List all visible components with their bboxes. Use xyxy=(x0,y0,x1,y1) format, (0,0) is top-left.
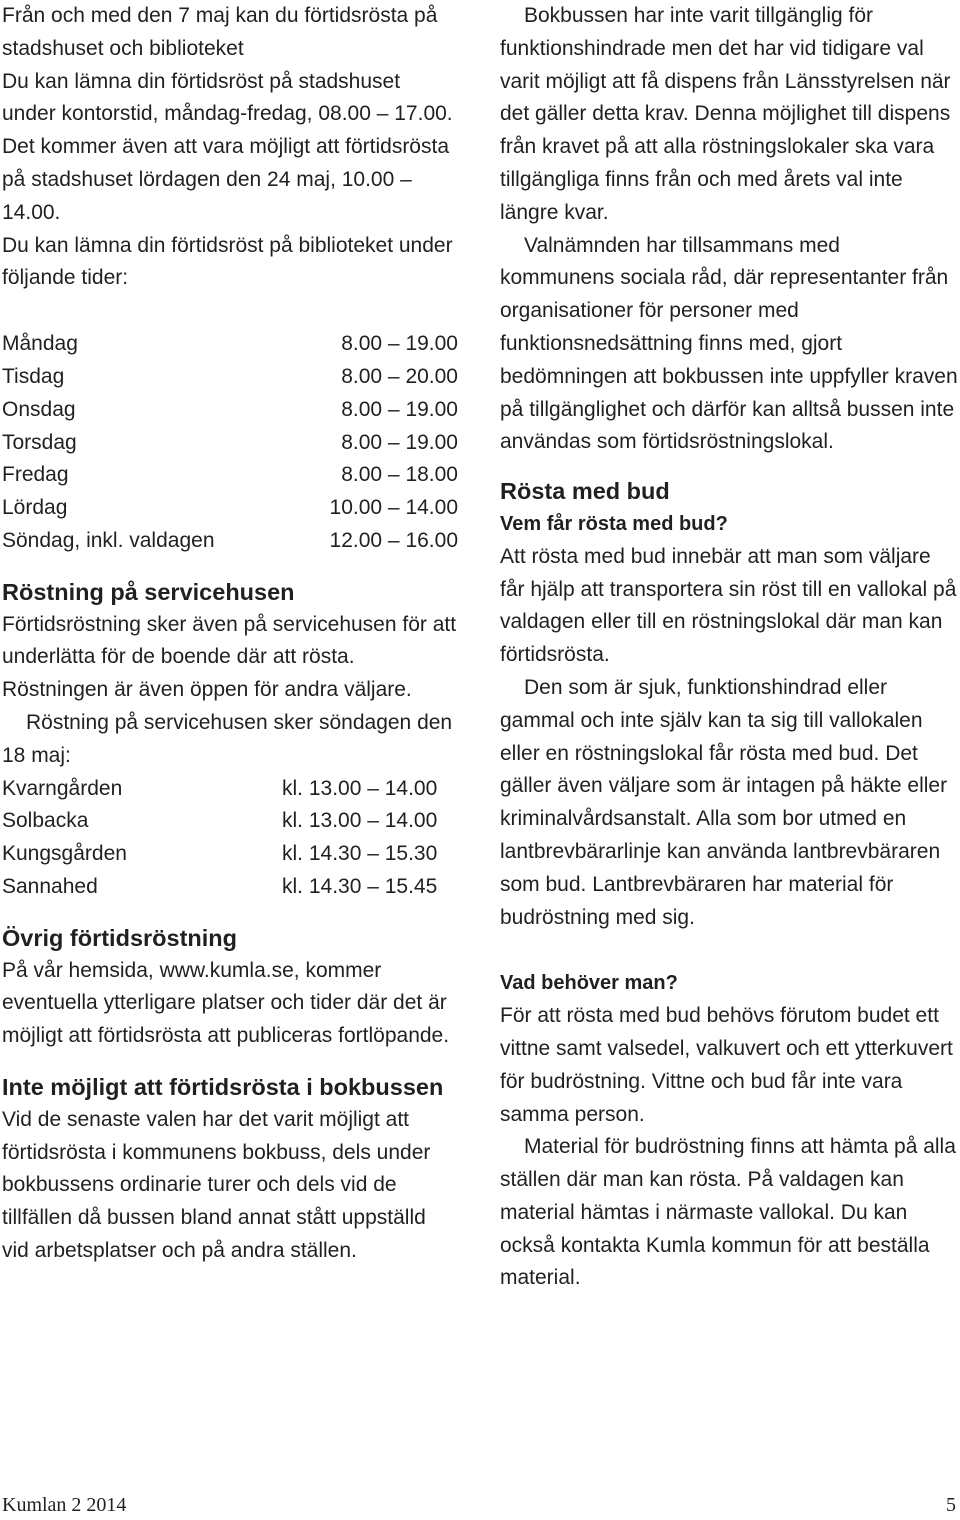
row-value: 8.00 – 19.00 xyxy=(341,397,458,421)
row-label: Fredag xyxy=(2,463,69,487)
need-text-2: Material för budröstning finns att hämta på alla ställen där man kan rösta. På valdagen kan material hämtas i närmaste vallokal. Du kan också kontakta Kumla kommun för att beställa material. xyxy=(500,1135,956,1290)
bus-heading: Inte möjligt att förtidsrösta i bokbussen xyxy=(2,1073,444,1100)
table-row xyxy=(2,328,458,361)
row-value: kl. 14.30 – 15.45 xyxy=(282,874,438,898)
row-label: Onsdag xyxy=(2,397,76,421)
left-column xyxy=(2,0,458,1268)
row-label: Sannahed xyxy=(2,874,98,898)
footer-page-number: 5 xyxy=(946,1494,956,1516)
row-label: Lördag xyxy=(2,496,68,520)
service-heading: Röstning på servicehusen xyxy=(2,578,295,605)
other-text: På vår hemsida, www.kumla.se, kommer eventuella ytterligare platser och tider där det är möjligt att förtidsrösta att publiceras fortlöpande. xyxy=(2,958,450,1048)
library-text: Du kan lämna din förtidsröst på biblioteket under följande tider: xyxy=(2,233,453,290)
row-value: kl. 14.30 – 15.30 xyxy=(282,842,438,866)
row-value: kl. 13.00 – 14.00 xyxy=(282,809,438,833)
other-heading: Övrig förtidsröstning xyxy=(2,924,237,951)
right-column xyxy=(500,0,958,1295)
table-row xyxy=(2,805,458,838)
row-value: 8.00 – 19.00 xyxy=(341,430,458,454)
row-label: Kvarngården xyxy=(2,776,123,800)
row-value: 8.00 – 18.00 xyxy=(341,463,458,487)
service-hours-table xyxy=(2,773,458,904)
proxy-subheading: Vem får rösta med bud? xyxy=(500,512,728,535)
need-subheading: Vad behöver man? xyxy=(500,972,678,995)
table-row xyxy=(2,773,458,806)
footer-publication: Kumlan 2 2014 xyxy=(2,1494,127,1516)
table-row xyxy=(2,459,458,492)
bus-text-3: Valnämnden har tillsammans med kommunens sociala råd, där representanter från organisationer för personer med funktionsnedsättning finns med, gjort bedömningen att bokbussen inte uppfyller kraven på tillgänglighet och därför kan alltså bussen inte användas som förtidsröstningslokal. xyxy=(500,233,958,454)
row-label: Tisdag xyxy=(2,364,65,388)
table-row xyxy=(2,525,458,558)
library-hours-table xyxy=(2,328,458,558)
row-value: 12.00 – 16.00 xyxy=(329,528,458,552)
service-text-1: Förtidsröstning sker även på servicehusen för att underlätta för de boende där att rösta. Röstningen är även öppen för andra väljare. xyxy=(2,612,457,702)
row-label: Kungsgården xyxy=(2,842,127,866)
row-value: kl. 13.00 – 14.00 xyxy=(282,776,438,800)
row-label: Solbacka xyxy=(2,809,89,833)
proxy-text-1: Att rösta med bud innebär att man som väljare får hjälp att transportera sin röst till en vallokal på valdagen eller till en röstningslokal där man kan förtidsrösta. xyxy=(500,544,957,667)
bus-text: Vid de senaste valen har det varit möjligt att förtidsrösta i kommunens bokbuss, dels under bokbussens ordinarie turer och dels vid de tillfällen då bussen bland annat stått uppställd vid arbetsplatser och på andra ställen. xyxy=(2,1107,431,1262)
proxy-text-2: Den som är sjuk, funktionshindrad eller gammal och inte själv kan ta sig till vallokalen eller en röstningslokal får rösta med bud. Det gäller även väljare som är intagen på häkte eller kriminalvårdsanstalt. Alla som bor utmed en lantbrevbärarlinje kan använda lantbrevbäraren som bud. Lantbrevbäraren har material för budröstning med sig. xyxy=(500,675,948,929)
row-value: 10.00 – 14.00 xyxy=(329,496,458,520)
row-value: 8.00 – 20.00 xyxy=(341,364,458,388)
table-row xyxy=(2,492,458,525)
row-label: Måndag xyxy=(2,332,78,356)
intro-heading: Från och med den 7 maj kan du förtidsrösta på stadshuset och biblioteket xyxy=(2,4,438,60)
table-row xyxy=(2,394,458,427)
row-label: Torsdag xyxy=(2,430,77,454)
row-value: 8.00 – 19.00 xyxy=(341,332,458,356)
row-label: Söndag, inkl. valdagen xyxy=(2,528,215,552)
need-text-1: För att rösta med bud behövs förutom budet ett vittne samt valsedel, valkuvert och ett ytterkuvert för budröstning. Vittne och bud får inte vara samma person. xyxy=(500,1004,953,1126)
table-row xyxy=(2,871,458,904)
bus-text-2: Bokbussen har inte varit tillgänglig för funktionshindrade men det har vid tidigare val varit möjligt att få dispens från Länsstyrelsen när det gäller detta krav. Denna möjlighet till dispens från kravet på att alla röstningslokaler ska vara tillgängliga finns från och med årets val inte längre kvar. xyxy=(500,4,951,224)
proxy-heading: Rösta med bud xyxy=(500,478,670,505)
service-text-2: Röstning på servicehusen sker söndagen den 18 maj: xyxy=(2,710,453,767)
table-row xyxy=(2,361,458,394)
table-row xyxy=(2,427,458,460)
table-row xyxy=(2,838,458,871)
intro-text: Du kan lämna din förtidsröst på stadshuset under kontorstid, måndag-fredag, 08.00 – 17.00. Det kommer även att vara möjligt att förtidsrösta på stadshuset lördagen den 24 maj, 10.00 – 14.00. xyxy=(2,69,453,224)
